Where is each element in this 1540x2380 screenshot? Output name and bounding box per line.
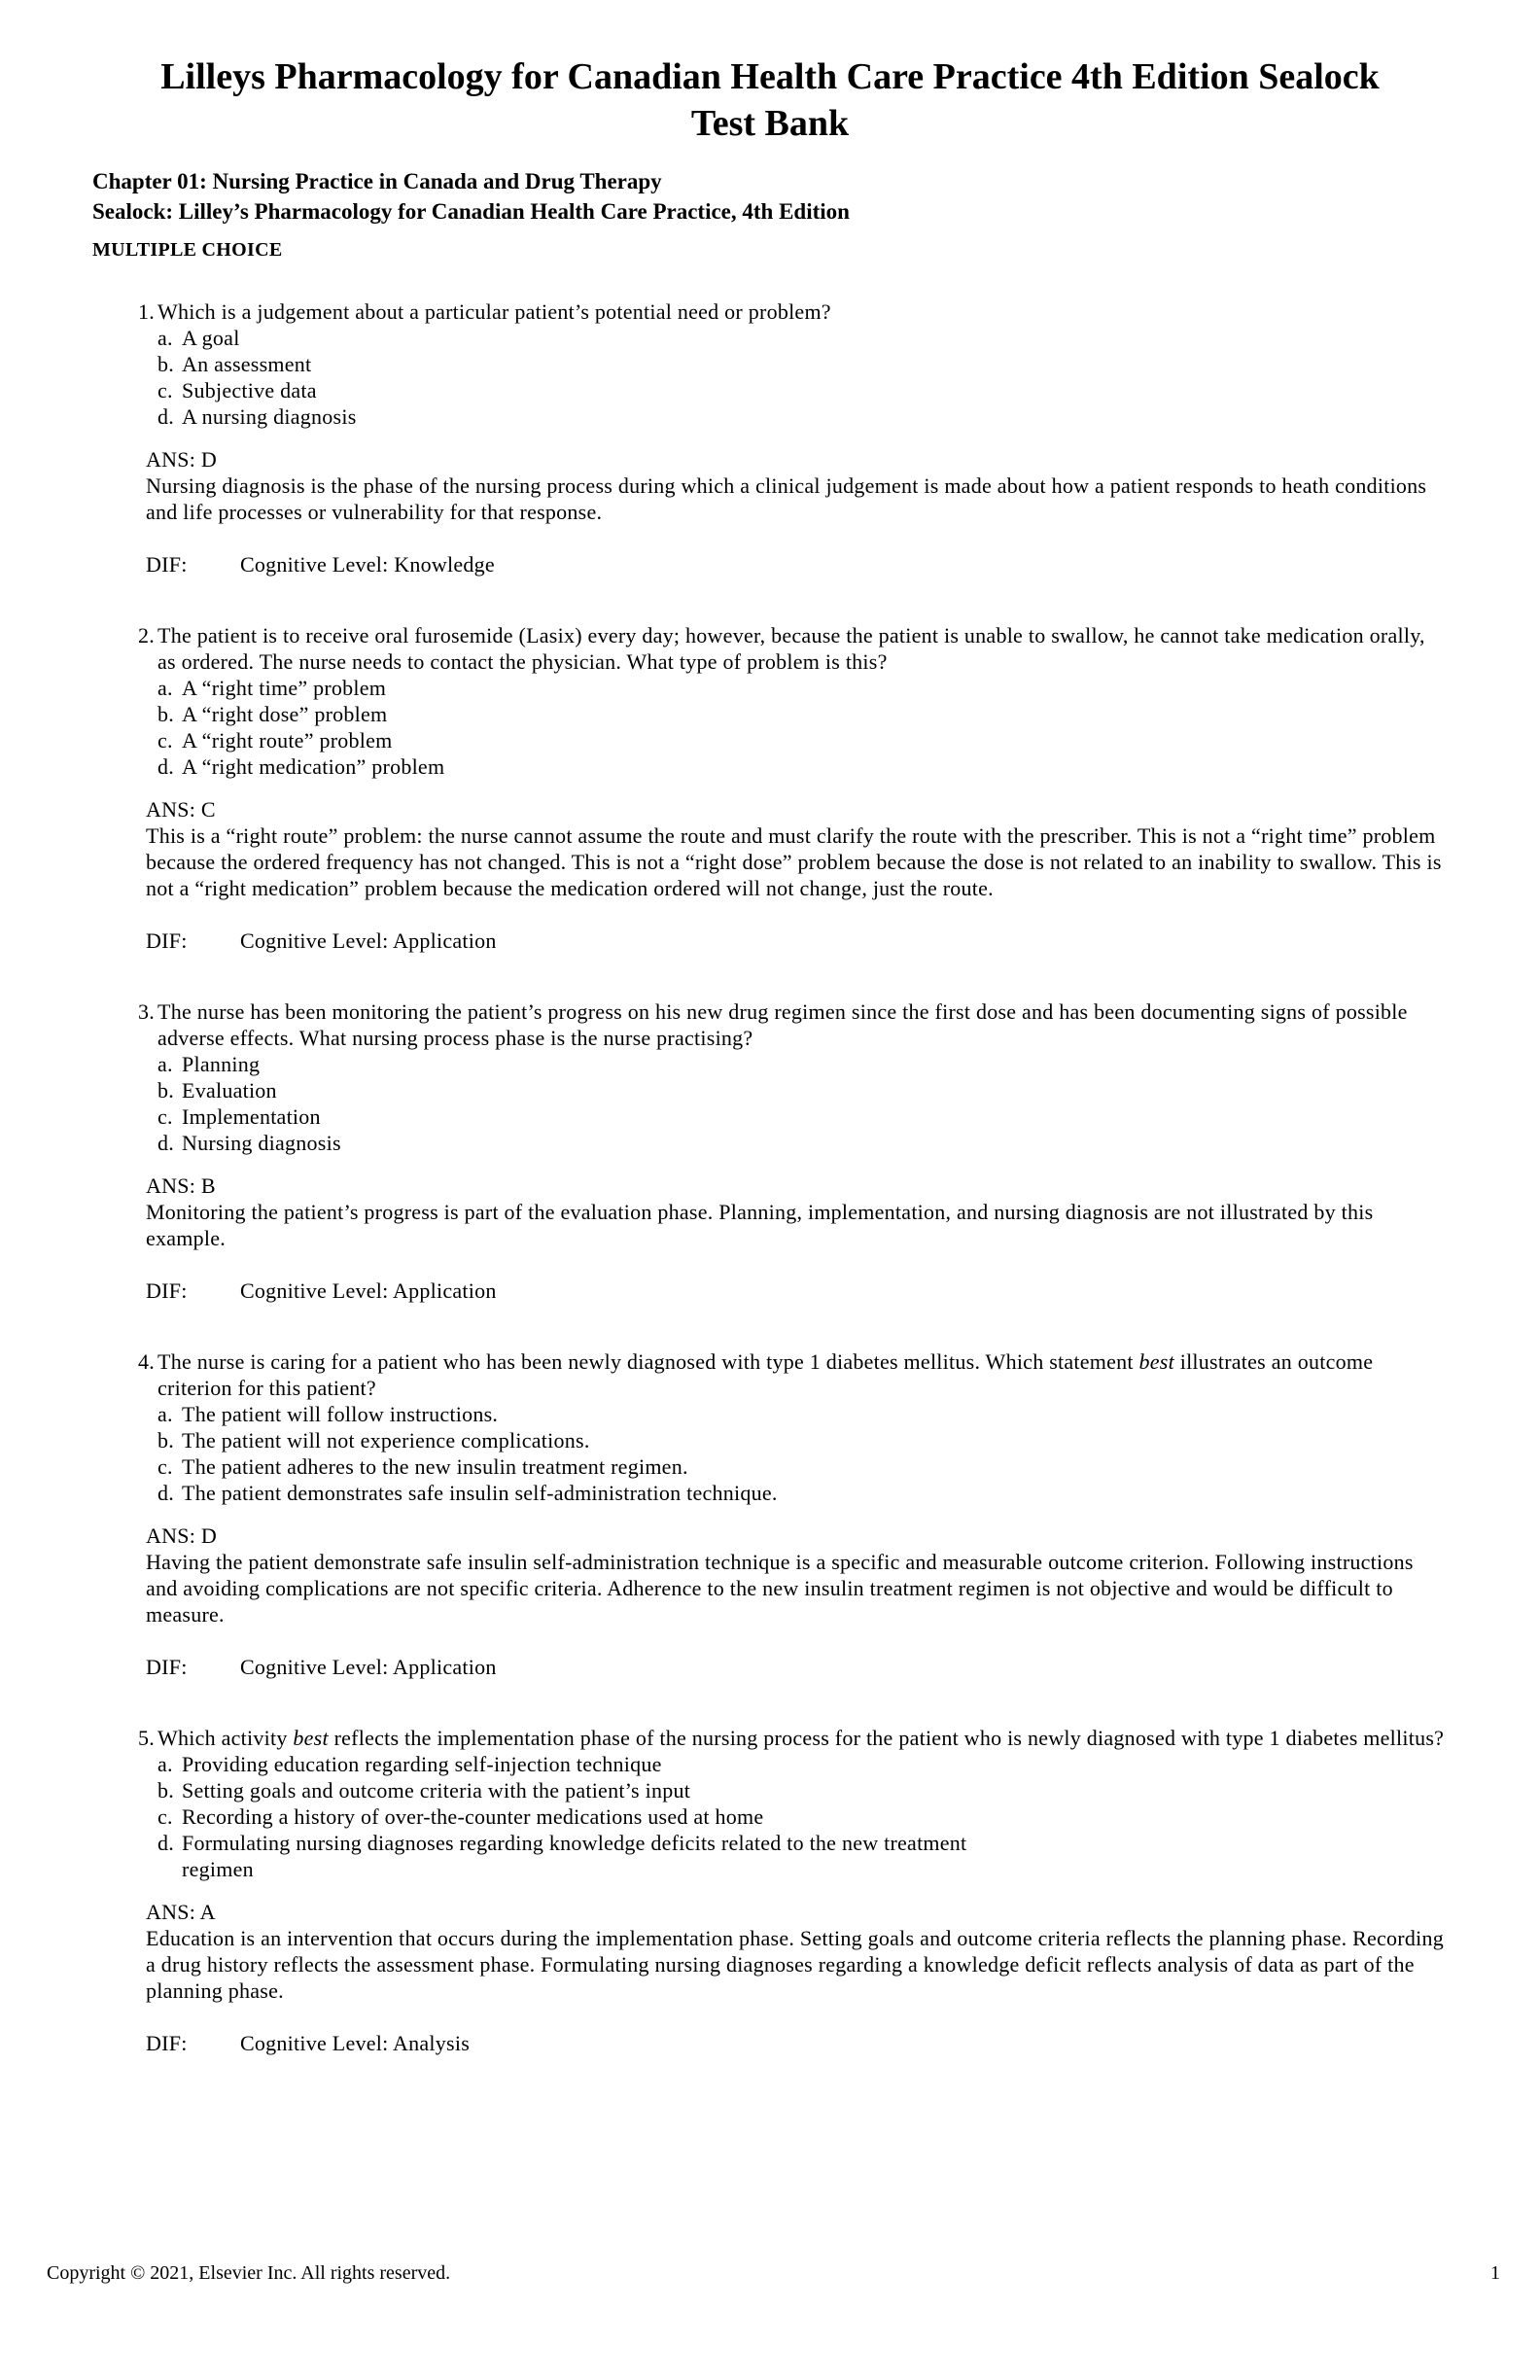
answer-line xyxy=(146,1899,1448,1925)
question-block xyxy=(92,1725,1448,2056)
question-block xyxy=(92,1348,1448,1680)
question-stem xyxy=(158,1725,1448,1751)
answer-option xyxy=(158,675,1448,701)
dif-label: DIF: xyxy=(146,552,188,577)
question-head xyxy=(92,998,1448,1051)
question-stem xyxy=(158,298,1448,325)
answer-option xyxy=(158,1051,1448,1077)
answer-option xyxy=(158,1077,1448,1103)
option-letter: d. xyxy=(158,1831,174,1855)
option-letter: a. xyxy=(158,326,173,350)
option-text: A “right dose” problem xyxy=(182,702,388,726)
option-letter: b. xyxy=(158,702,174,726)
question-block xyxy=(92,298,1448,578)
answer-block xyxy=(146,1172,1448,1304)
dif-value: Cognitive Level: Application xyxy=(240,928,497,953)
question-number: 1. xyxy=(138,299,155,324)
option-text: Nursing diagnosis xyxy=(182,1131,341,1155)
copyright-text: Copyright © 2021, Elsevier Inc. All rights reserved. xyxy=(47,2262,451,2284)
answer-label: ANS: xyxy=(146,447,196,472)
answer-option xyxy=(158,1453,1448,1480)
option-text: The patient adheres to the new insulin treatment regimen. xyxy=(182,1454,688,1479)
dif-label: DIF: xyxy=(146,928,188,953)
option-text: Setting goals and outcome criteria with the patient’s input xyxy=(182,1778,691,1802)
document-title-line-1: Lilleys Pharmacology for Canadian Health Care Practice 4th Edition Sealock xyxy=(160,56,1380,97)
answer-value: D xyxy=(200,1523,218,1548)
question-block xyxy=(92,998,1448,1304)
question-options xyxy=(92,1401,1448,1506)
answer-option xyxy=(158,753,1448,780)
answer-line xyxy=(146,446,1448,472)
book-heading: Sealock: Lilley’s Pharmacology for Canadian Health Care Practice, 4th Edition xyxy=(92,199,850,224)
answer-option xyxy=(158,1480,1448,1506)
option-letter: d. xyxy=(158,1481,174,1505)
question-head xyxy=(92,1348,1448,1401)
answer-option xyxy=(158,1751,1448,1777)
option-text: Recording a history of over-the-counter medications used at home xyxy=(182,1804,764,1829)
option-text: A “right time” problem xyxy=(182,676,387,700)
answer-option xyxy=(158,727,1448,753)
question-number: 4. xyxy=(138,1349,155,1374)
option-text: Planning xyxy=(182,1052,261,1076)
dif-line xyxy=(146,928,1448,954)
option-letter: c. xyxy=(158,1454,173,1479)
stem-text: The patient is to receive oral furosemide (Lasix) every day; however, because the patient is unable to swallow, he cannot take medication orally, as ordered. The nurse needs to contact the physician. What type of problem is this? xyxy=(158,623,1425,674)
option-text: Evaluation xyxy=(182,1078,277,1102)
answer-line xyxy=(146,1522,1448,1549)
dif-value: Cognitive Level: Knowledge xyxy=(240,552,495,577)
answer-option xyxy=(158,1427,1448,1453)
answer-option xyxy=(158,1130,1448,1156)
rationale-text: Education is an intervention that occurs during the implementation phase. Setting goals and outcome criteria reflects the planning phase. Recording a drug history reflects the assessment phase. Formulating nursing diagnoses regarding a knowledge deficit reflects analysis of data as part of the planning phase. xyxy=(146,1926,1444,2003)
question-options xyxy=(92,325,1448,430)
option-text: A goal xyxy=(182,326,240,350)
question-head xyxy=(92,298,1448,325)
answer-label: ANS: xyxy=(146,1523,196,1548)
option-letter: a. xyxy=(158,1052,173,1076)
dif-value: Cognitive Level: Application xyxy=(240,1655,497,1679)
answer-option xyxy=(158,1830,1448,1882)
dif-line xyxy=(146,551,1448,578)
answer-block xyxy=(146,796,1448,954)
question-options xyxy=(92,675,1448,780)
answer-option xyxy=(158,701,1448,727)
answer-block xyxy=(146,1899,1448,2056)
question-stem xyxy=(158,1348,1448,1401)
answer-value: D xyxy=(200,447,218,472)
document-title-line-2: Test Bank xyxy=(690,103,850,144)
answer-label: ANS: xyxy=(146,1173,196,1198)
option-letter: b. xyxy=(158,352,174,376)
answer-option xyxy=(158,377,1448,403)
option-text: Implementation xyxy=(182,1104,321,1129)
stem-text: reflects the implementation phase of the nursing process for the patient who is newly diagnosed with type 1 diabetes mellitus? xyxy=(328,1726,1445,1750)
answer-line xyxy=(146,1172,1448,1199)
option-letter: b. xyxy=(158,1078,174,1102)
stem-text: The nurse is caring for a patient who has been newly diagnosed with type 1 diabetes mellitus. Which statement xyxy=(158,1349,1139,1374)
question-head xyxy=(92,1725,1448,1751)
rationale-text: Monitoring the patient’s progress is part of the evaluation phase. Planning, implementation, and nursing diagnosis are not illustrated by this example. xyxy=(146,1200,1374,1250)
dif-value: Cognitive Level: Application xyxy=(240,1278,497,1303)
dif-label: DIF: xyxy=(146,2031,188,2055)
answer-option xyxy=(158,1103,1448,1130)
answer-option xyxy=(158,403,1448,430)
answer-option xyxy=(158,325,1448,351)
option-letter: d. xyxy=(158,754,174,779)
option-letter: c. xyxy=(158,1804,173,1829)
rationale-text: Having the patient demonstrate safe insulin self-administration technique is a specific and measurable outcome criterion. Following instructions and avoiding complications are not specific criteria. Adherence to the new insulin treatment regimen is not objective and would be difficult to measure. xyxy=(146,1550,1414,1627)
page-number: 1 xyxy=(1490,2262,1500,2284)
stem-text: Which activity xyxy=(158,1726,294,1750)
answer-label: ANS: xyxy=(146,1900,196,1924)
option-letter: c. xyxy=(158,1104,173,1129)
document-headings xyxy=(92,166,1448,227)
option-letter: a. xyxy=(158,1402,173,1426)
option-letter: c. xyxy=(158,378,173,402)
option-letter: a. xyxy=(158,1752,173,1776)
stem-text: The nurse has been monitoring the patient’s progress on his new drug regimen since the first dose and has been documenting signs of possible adverse effects. What nursing process phase is the nurse practising? xyxy=(158,999,1408,1050)
dif-line xyxy=(146,1654,1448,1680)
answer-option xyxy=(158,1777,1448,1803)
chapter-heading: Chapter 01: Nursing Practice in Canada and Drug Therapy xyxy=(92,169,662,193)
option-letter: c. xyxy=(158,728,173,752)
answer-block xyxy=(146,446,1448,578)
question-number: 2. xyxy=(138,623,155,648)
question-number: 5. xyxy=(138,1726,155,1750)
question-stem xyxy=(158,998,1448,1051)
answer-option xyxy=(158,1803,1448,1830)
answer-label: ANS: xyxy=(146,797,196,822)
option-text: An assessment xyxy=(182,352,312,376)
document-title xyxy=(92,53,1448,147)
section-label: MULTIPLE CHOICE xyxy=(92,239,283,261)
stem-emphasis: best xyxy=(293,1726,329,1750)
option-text: A “right medication” problem xyxy=(182,754,445,779)
question-options xyxy=(92,1051,1448,1156)
dif-label: DIF: xyxy=(146,1655,188,1679)
question-number: 3. xyxy=(138,999,155,1024)
option-text: The patient demonstrates safe insulin self-administration technique. xyxy=(182,1481,778,1505)
option-text: Subjective data xyxy=(182,378,317,402)
answer-option xyxy=(158,1401,1448,1427)
dif-value: Cognitive Level: Analysis xyxy=(240,2031,471,2055)
dif-line xyxy=(146,2030,1448,2056)
answer-value: C xyxy=(200,797,216,822)
option-text: The patient will follow instructions. xyxy=(182,1402,499,1426)
option-text: Formulating nursing diagnoses regarding knowledge deficits related to the new treatment regimen xyxy=(182,1831,967,1881)
option-letter: b. xyxy=(158,1428,174,1452)
option-letter: a. xyxy=(158,676,173,700)
question-head xyxy=(92,622,1448,675)
option-text: A nursing diagnosis xyxy=(182,404,357,429)
answer-value: A xyxy=(199,1900,216,1924)
stem-text: Which is a judgement about a particular patient’s potential need or problem? xyxy=(158,299,831,324)
question-options xyxy=(92,1751,1448,1882)
answer-option xyxy=(158,351,1448,377)
option-text: The patient will not experience complications. xyxy=(182,1428,590,1452)
answer-line xyxy=(146,796,1448,822)
stem-emphasis: best xyxy=(1138,1349,1174,1374)
questions-list xyxy=(92,298,1448,2056)
option-letter: d. xyxy=(158,404,174,429)
question-stem xyxy=(158,622,1448,675)
stem-text: illustrates an outcome criterion for this patient? xyxy=(158,1349,1374,1400)
question-block xyxy=(92,622,1448,954)
answer-value: B xyxy=(200,1173,216,1198)
rationale-text: Nursing diagnosis is the phase of the nursing process during which a clinical judgement is made about how a patient responds to heath conditions and life processes or vulnerability for that response. xyxy=(146,473,1427,524)
page-footer xyxy=(47,2261,1500,2285)
option-letter: d. xyxy=(158,1131,174,1155)
answer-block xyxy=(146,1522,1448,1680)
dif-line xyxy=(146,1278,1448,1304)
dif-label: DIF: xyxy=(146,1278,188,1303)
option-text: Providing education regarding self-injection technique xyxy=(182,1752,662,1776)
option-text: A “right route” problem xyxy=(182,728,393,752)
rationale-text: This is a “right route” problem: the nurse cannot assume the route and must clarify the route with the prescriber. This is not a “right time” problem because the ordered frequency has not changed. This is not a “right dose” problem because the dose is not related to an inability to swallow. This is not a “right medication” problem because the medication ordered will not change, just the route. xyxy=(146,823,1442,900)
option-letter: b. xyxy=(158,1778,174,1802)
